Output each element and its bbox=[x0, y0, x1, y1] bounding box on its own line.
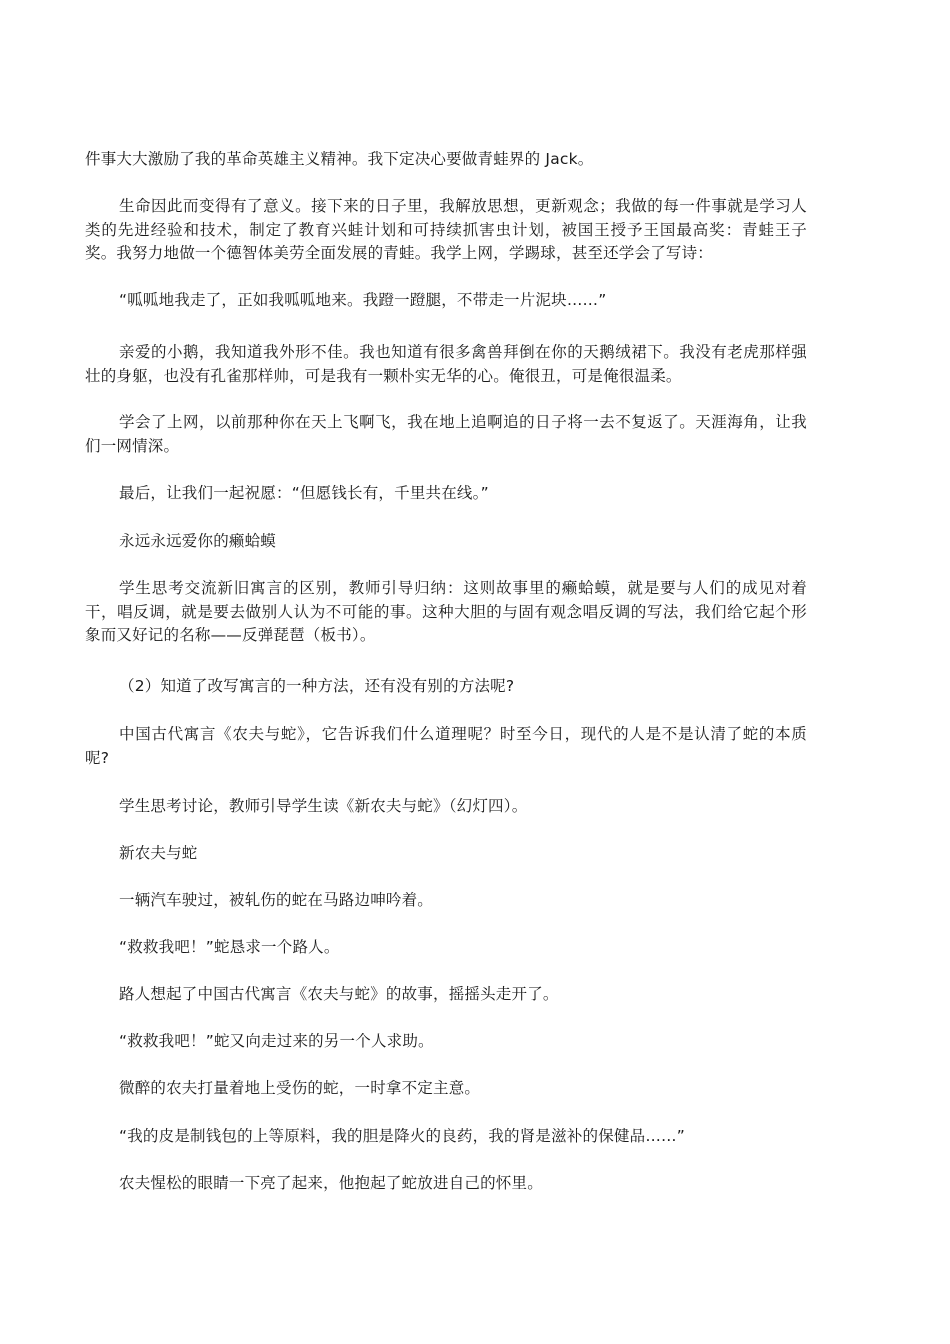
paragraph: 学生思考交流新旧寓言的区别，教师引导归纳：这则故事里的癞蛤蟆，就是要与人们的成见对着干，唱反调，就是要去做别人认为不可能的事。这种大胆的与固有观念唱反调的写法，我们给它起个形象而又好记的名称——反弹琵琶（板书）。 bbox=[85, 579, 807, 644]
paragraph: 生命因此而变得有了意义。接下来的日子里，我解放思想，更新观念；我做的每一件事就是学习人类的先进经验和技术，制定了教育兴蛙计划和可持续抓害虫计划，被国王授予王国最高奖：青蛙王子奖。我努力地做一个德智体美劳全面发展的青蛙。我学上网，学踢球，甚至还学会了写诗： bbox=[85, 197, 807, 262]
story-title: 新农夫与蛇 bbox=[119, 844, 198, 862]
paragraph-question: （2）知道了改写寓言的一种方法，还有没有别的方法呢? bbox=[119, 677, 515, 695]
paragraph: 学生思考讨论，教师引导学生读《新农夫与蛇》（幻灯四）。 bbox=[119, 797, 528, 815]
paragraph: “救救我吧！”蛇恳求一个路人。 bbox=[119, 938, 340, 956]
paragraph: 件事大大激励了我的革命英雄主义精神。我下定决心要做青蛙界的 Jack。 bbox=[85, 150, 594, 168]
paragraph: 路人想起了中国古代寓言《农夫与蛇》的故事，摇摇头走开了。 bbox=[119, 985, 559, 1003]
paragraph: “我的皮是制钱包的上等原料，我的胆是降火的良药，我的肾是滋补的保健品……” bbox=[119, 1127, 685, 1145]
paragraph: 学会了上网，以前那种你在天上飞啊飞，我在地上追啊追的日子将一去不复返了。天涯海角，让我们一网情深。 bbox=[85, 413, 807, 455]
letter-signature: 永远永远爱你的癞蛤蟆 bbox=[119, 532, 277, 550]
paragraph: 亲爱的小鹅，我知道我外形不佳。我也知道有很多禽兽拜倒在你的天鹅绒裙下。我没有老虎那样强壮的身躯，也没有孔雀那样帅，可是我有一颗朴实无华的心。俺很丑，可是俺很温柔。 bbox=[85, 343, 807, 385]
paragraph: 中国古代寓言《农夫与蛇》，它告诉我们什么道理呢？时至今日，现代的人是不是认清了蛇的本质呢? bbox=[85, 725, 807, 767]
paragraph: 微醉的农夫打量着地上受伤的蛇，一时拿不定主意。 bbox=[119, 1079, 481, 1097]
paragraph: 一辆汽车驶过，被轧伤的蛇在马路边呻吟着。 bbox=[119, 891, 434, 909]
paragraph: “救救我吧！”蛇又向走过来的另一个人求助。 bbox=[119, 1032, 434, 1050]
paragraph: 最后，让我们一起祝愿：“但愿钱长有，千里共在线。” bbox=[119, 484, 489, 502]
paragraph: 农夫惺松的眼睛一下亮了起来，他抱起了蛇放进自己的怀里。 bbox=[119, 1174, 543, 1192]
paragraph-poem: “呱呱地我走了，正如我呱呱地来。我蹬一蹬腿，不带走一片泥块……” bbox=[119, 291, 607, 309]
